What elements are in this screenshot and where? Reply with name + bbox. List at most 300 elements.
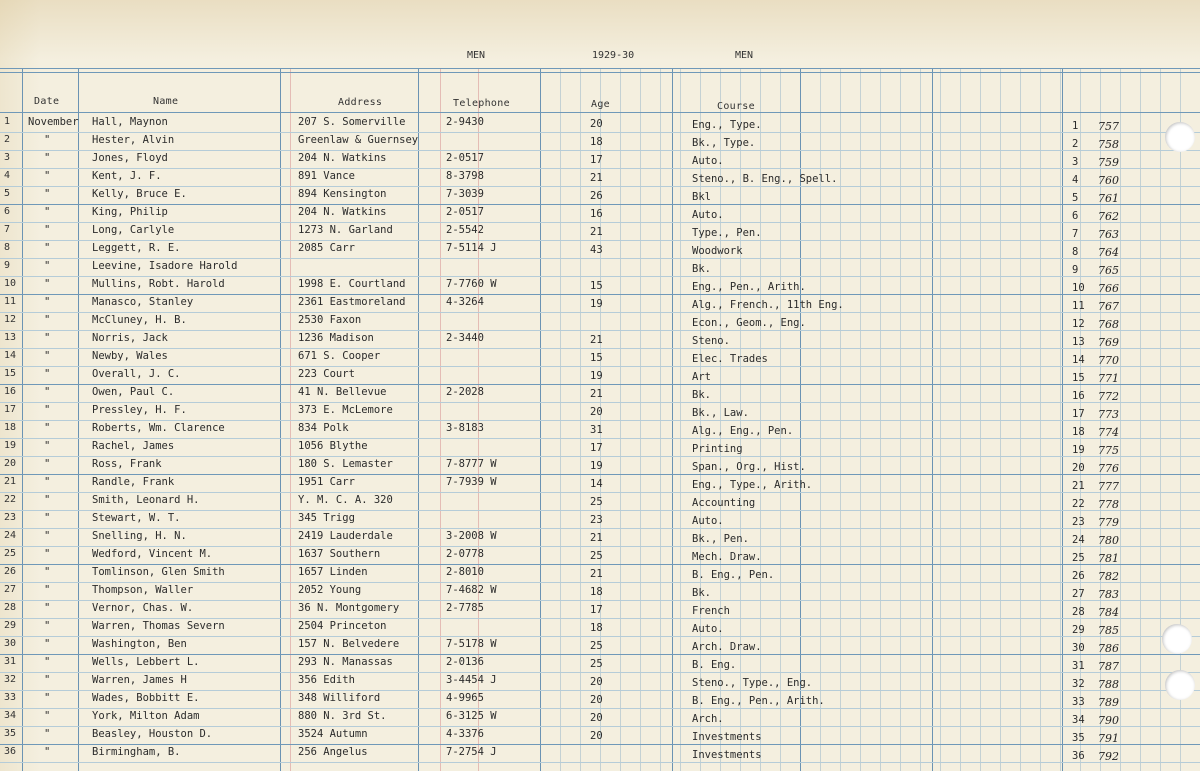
row-index: 17 <box>4 404 17 415</box>
row-age: 19 <box>590 298 603 310</box>
row-name: Owen, Paul C. <box>92 386 175 398</box>
row-date: " <box>44 224 51 236</box>
row-name: Leevine, Isadore Harold <box>92 260 238 272</box>
row-age: 25 <box>590 496 603 508</box>
row-rule <box>0 744 1200 745</box>
row-name: Stewart, W. T. <box>92 512 181 524</box>
row-date: " <box>44 134 51 146</box>
row-date: " <box>44 206 51 218</box>
row-date: " <box>44 728 51 740</box>
row-address: 2052 Young <box>298 584 362 596</box>
row-index: 15 <box>4 368 17 379</box>
row-index: 16 <box>4 386 17 397</box>
row-telephone: 2-3440 <box>446 332 484 344</box>
row-name: Washington, Ben <box>92 638 187 650</box>
row-handwritten-number: 770 <box>1098 354 1119 367</box>
row-rule <box>0 420 1200 421</box>
row-age: 25 <box>590 658 603 670</box>
row-course: Eng., Type. <box>692 119 762 131</box>
row-handwritten-number: 761 <box>1098 192 1119 205</box>
row-address: 2419 Lauderdale <box>298 530 393 542</box>
row-date: " <box>44 620 51 632</box>
row-date: " <box>44 278 51 290</box>
row-number: 8 <box>1072 246 1079 258</box>
row-date: " <box>44 152 51 164</box>
row-age: 21 <box>590 388 603 400</box>
row-handwritten-number: 789 <box>1098 696 1119 709</box>
row-rule <box>0 330 1200 331</box>
row-course: Eng., Type., Arith. <box>692 479 813 491</box>
row-date: " <box>44 548 51 560</box>
row-name: Birmingham, B. <box>92 746 181 758</box>
row-number: 30 <box>1072 642 1085 654</box>
row-index: 2 <box>4 134 11 145</box>
row-rule <box>0 672 1200 673</box>
row-handwritten-number: 775 <box>1098 444 1119 457</box>
row-telephone: 7-5114 J <box>446 242 497 254</box>
row-number: 16 <box>1072 390 1085 402</box>
row-handwritten-number: 792 <box>1098 750 1119 763</box>
row-course: Investments <box>692 731 762 743</box>
row-rule <box>0 762 1200 763</box>
row-date: " <box>44 296 51 308</box>
row-age: 14 <box>590 478 603 490</box>
row-name: Warren, James H <box>92 674 187 686</box>
row-handwritten-number: 782 <box>1098 570 1119 583</box>
row-date: " <box>44 440 51 452</box>
row-handwritten-number: 788 <box>1098 678 1119 691</box>
row-index: 10 <box>4 278 17 289</box>
row-course: Auto. <box>692 515 724 527</box>
row-number: 3 <box>1072 156 1079 168</box>
row-date: " <box>44 710 51 722</box>
row-name: Roberts, Wm. Clarence <box>92 422 225 434</box>
row-index: 19 <box>4 440 17 451</box>
row-date: " <box>44 530 51 542</box>
row-handwritten-number: 777 <box>1098 480 1119 493</box>
row-telephone: 7-7760 W <box>446 278 497 290</box>
row-name: Wells, Lebbert L. <box>92 656 200 668</box>
row-handwritten-number: 780 <box>1098 534 1119 547</box>
row-number: 19 <box>1072 444 1085 456</box>
row-number: 34 <box>1072 714 1085 726</box>
row-address: 1056 Blythe <box>298 440 368 452</box>
row-age: 20 <box>590 694 603 706</box>
row-number: 11 <box>1072 300 1085 312</box>
row-rule <box>0 636 1200 637</box>
row-date: " <box>44 746 51 758</box>
row-name: Mullins, Robt. Harold <box>92 278 225 290</box>
row-index: 23 <box>4 512 17 523</box>
row-index: 8 <box>4 242 11 253</box>
row-telephone: 7-4682 W <box>446 584 497 596</box>
row-name: Hall, Maynon <box>92 116 168 128</box>
row-number: 13 <box>1072 336 1085 348</box>
row-telephone: 2-0778 <box>446 548 484 560</box>
row-name: Rachel, James <box>92 440 175 452</box>
row-index: 1 <box>4 116 11 127</box>
row-telephone: 4-9965 <box>446 692 484 704</box>
row-name: Wedford, Vincent M. <box>92 548 213 560</box>
row-number: 28 <box>1072 606 1085 618</box>
row-date: " <box>44 332 51 344</box>
row-index: 18 <box>4 422 17 433</box>
row-age: 19 <box>590 370 603 382</box>
row-telephone: 2-9430 <box>446 116 484 128</box>
row-course: Bk., Type. <box>692 137 756 149</box>
row-handwritten-number: 776 <box>1098 462 1119 475</box>
row-index: 4 <box>4 170 11 181</box>
col-date: Date <box>34 96 60 107</box>
row-number: 29 <box>1072 624 1085 636</box>
row-address: 891 Vance <box>298 170 355 182</box>
row-index: 14 <box>4 350 17 361</box>
row-course: Bk. <box>692 263 711 275</box>
row-handwritten-number: 765 <box>1098 264 1119 277</box>
row-rule <box>0 474 1200 475</box>
row-number: 7 <box>1072 228 1079 240</box>
row-number: 15 <box>1072 372 1085 384</box>
header-right: MEN <box>735 50 754 61</box>
row-name: Smith, Leonard H. <box>92 494 200 506</box>
row-age: 18 <box>590 586 603 598</box>
row-date: " <box>44 458 51 470</box>
row-name: Jones, Floyd <box>92 152 168 164</box>
row-name: Norris, Jack <box>92 332 168 344</box>
row-address: 894 Kensington <box>298 188 387 200</box>
row-number: 18 <box>1072 426 1085 438</box>
row-number: 1 <box>1072 120 1079 132</box>
row-age: 21 <box>590 226 603 238</box>
row-name: Wades, Bobbitt E. <box>92 692 200 704</box>
row-handwritten-number: 772 <box>1098 390 1119 403</box>
row-number: 31 <box>1072 660 1085 672</box>
row-handwritten-number: 790 <box>1098 714 1119 727</box>
row-address: 3524 Autumn <box>298 728 368 740</box>
row-course: Span., Org., Hist. <box>692 461 806 473</box>
row-name: Overall, J. C. <box>92 368 181 380</box>
row-course: Investments <box>692 749 762 761</box>
row-index: 20 <box>4 458 17 469</box>
col-address: Address <box>338 97 383 108</box>
row-address: 41 N. Bellevue <box>298 386 387 398</box>
row-course: Printing <box>692 443 743 455</box>
row-index: 34 <box>4 710 17 721</box>
row-telephone: 2-8010 <box>446 566 484 578</box>
row-telephone: 4-3376 <box>446 728 484 740</box>
row-age: 20 <box>590 406 603 418</box>
row-address: 204 N. Watkins <box>298 152 387 164</box>
row-index: 13 <box>4 332 17 343</box>
row-course: Elec. Trades <box>692 353 768 365</box>
row-handwritten-number: 760 <box>1098 174 1119 187</box>
row-handwritten-number: 771 <box>1098 372 1119 385</box>
row-course: French <box>692 605 730 617</box>
row-telephone: 3-8183 <box>446 422 484 434</box>
row-name: Hester, Alvin <box>92 134 175 146</box>
row-name: Beasley, Houston D. <box>92 728 213 740</box>
row-handwritten-number: 784 <box>1098 606 1119 619</box>
row-address: 256 Angelus <box>298 746 368 758</box>
row-number: 21 <box>1072 480 1085 492</box>
row-handwritten-number: 787 <box>1098 660 1119 673</box>
row-rule <box>0 348 1200 349</box>
row-telephone: 8-3798 <box>446 170 484 182</box>
row-index: 32 <box>4 674 17 685</box>
row-handwritten-number: 783 <box>1098 588 1119 601</box>
row-date: " <box>44 656 51 668</box>
row-number: 33 <box>1072 696 1085 708</box>
row-number: 25 <box>1072 552 1085 564</box>
row-handwritten-number: 763 <box>1098 228 1119 241</box>
row-name: Vernor, Chas. W. <box>92 602 194 614</box>
row-number: 9 <box>1072 264 1079 276</box>
row-telephone: 3-4454 J <box>446 674 497 686</box>
row-address: 204 N. Watkins <box>298 206 387 218</box>
row-date: " <box>44 692 51 704</box>
row-index: 35 <box>4 728 17 739</box>
row-number: 22 <box>1072 498 1085 510</box>
row-handwritten-number: 791 <box>1098 732 1119 745</box>
row-address: 880 N. 3rd St. <box>298 710 387 722</box>
row-date: " <box>44 494 51 506</box>
row-address: 1657 Linden <box>298 566 368 578</box>
row-course: Woodwork <box>692 245 743 257</box>
row-age: 15 <box>590 352 603 364</box>
row-name: McCluney, H. B. <box>92 314 187 326</box>
row-telephone: 4-3264 <box>446 296 484 308</box>
row-telephone: 7-8777 W <box>446 458 497 470</box>
row-address: 834 Polk <box>298 422 349 434</box>
row-telephone: 7-3039 <box>446 188 484 200</box>
row-course: Auto. <box>692 209 724 221</box>
row-index: 21 <box>4 476 17 487</box>
row-age: 43 <box>590 244 603 256</box>
row-number: 26 <box>1072 570 1085 582</box>
row-rule <box>0 168 1200 169</box>
col-name: Name <box>153 96 179 107</box>
row-age: 18 <box>590 622 603 634</box>
row-age: 19 <box>590 460 603 472</box>
row-age: 20 <box>590 730 603 742</box>
row-name: Pressley, H. F. <box>92 404 187 416</box>
row-rule <box>0 222 1200 223</box>
row-rule <box>0 564 1200 565</box>
row-number: 35 <box>1072 732 1085 744</box>
row-index: 27 <box>4 584 17 595</box>
row-age: 25 <box>590 550 603 562</box>
row-handwritten-number: 767 <box>1098 300 1119 313</box>
row-number: 4 <box>1072 174 1079 186</box>
row-address: 157 N. Belvedere <box>298 638 400 650</box>
row-course: Bkl <box>692 191 711 203</box>
row-rule <box>0 402 1200 403</box>
row-age: 17 <box>590 154 603 166</box>
row-address: Greenlaw & Guernsey <box>298 134 419 146</box>
binder-hole <box>1165 670 1195 700</box>
row-index: 36 <box>4 746 17 757</box>
row-age: 23 <box>590 514 603 526</box>
row-age: 18 <box>590 136 603 148</box>
row-date: " <box>44 404 51 416</box>
row-rule <box>0 492 1200 493</box>
row-number: 32 <box>1072 678 1085 690</box>
row-rule <box>0 708 1200 709</box>
row-age: 21 <box>590 568 603 580</box>
row-age: 20 <box>590 712 603 724</box>
row-rule <box>0 150 1200 151</box>
row-name: Kelly, Bruce E. <box>92 188 187 200</box>
row-age: 17 <box>590 442 603 454</box>
row-age: 21 <box>590 172 603 184</box>
row-course: Art <box>692 371 711 383</box>
row-address: 180 S. Lemaster <box>298 458 393 470</box>
header-year: 1929-30 <box>592 50 635 61</box>
header-rule <box>0 112 1200 113</box>
row-handwritten-number: 778 <box>1098 498 1119 511</box>
row-telephone: 2-0517 <box>446 152 484 164</box>
row-handwritten-number: 757 <box>1098 120 1119 133</box>
row-rule <box>0 258 1200 259</box>
row-rule <box>0 132 1200 133</box>
row-date: " <box>44 584 51 596</box>
row-course: Arch. <box>692 713 724 725</box>
binder-hole <box>1165 122 1195 152</box>
row-rule <box>0 510 1200 511</box>
row-address: 2530 Faxon <box>298 314 362 326</box>
row-name: Randle, Frank <box>92 476 175 488</box>
header-left: MEN <box>467 50 486 61</box>
row-name: Warren, Thomas Severn <box>92 620 225 632</box>
row-date: " <box>44 386 51 398</box>
row-rule <box>0 366 1200 367</box>
row-number: 10 <box>1072 282 1085 294</box>
row-rule <box>0 546 1200 547</box>
row-age: 20 <box>590 118 603 130</box>
row-rule <box>0 204 1200 205</box>
row-name: Newby, Wales <box>92 350 168 362</box>
row-handwritten-number: 774 <box>1098 426 1119 439</box>
row-address: 1998 E. Courtland <box>298 278 406 290</box>
row-course: Eng., Pen., Arith. <box>692 281 806 293</box>
row-date: " <box>44 350 51 362</box>
row-age: 25 <box>590 640 603 652</box>
row-course: Arch. Draw. <box>692 641 762 653</box>
row-course: B. Eng. <box>692 659 737 671</box>
row-telephone: 2-0136 <box>446 656 484 668</box>
col-telephone: Telephone <box>453 98 510 109</box>
row-rule <box>0 654 1200 655</box>
row-index: 3 <box>4 152 11 163</box>
row-name: Tomlinson, Glen Smith <box>92 566 225 578</box>
row-course: Alg., French., 11th Eng. <box>692 299 844 311</box>
row-age: 15 <box>590 280 603 292</box>
row-telephone: 2-5542 <box>446 224 484 236</box>
col-age: Age <box>591 99 610 110</box>
row-course: B. Eng., Pen. <box>692 569 775 581</box>
row-address: 2361 Eastmoreland <box>298 296 406 308</box>
row-name: Long, Carlyle <box>92 224 175 236</box>
row-index: 22 <box>4 494 17 505</box>
row-index: 33 <box>4 692 17 703</box>
row-name: Manasco, Stanley <box>92 296 194 308</box>
row-index: 28 <box>4 602 17 613</box>
row-index: 26 <box>4 566 17 577</box>
row-date: " <box>44 422 51 434</box>
row-course: Alg., Eng., Pen. <box>692 425 794 437</box>
row-course: Steno., Type., Eng. <box>692 677 813 689</box>
row-name: York, Milton Adam <box>92 710 200 722</box>
row-age: 16 <box>590 208 603 220</box>
row-telephone: 2-0517 <box>446 206 484 218</box>
row-name: King, Philip <box>92 206 168 218</box>
row-handwritten-number: 762 <box>1098 210 1119 223</box>
row-course: Type., Pen. <box>692 227 762 239</box>
row-date: " <box>44 638 51 650</box>
row-telephone: 7-7939 W <box>446 476 497 488</box>
row-handwritten-number: 781 <box>1098 552 1119 565</box>
row-telephone: 3-2008 W <box>446 530 497 542</box>
row-date: " <box>44 242 51 254</box>
row-index: 24 <box>4 530 17 541</box>
row-name: Thompson, Waller <box>92 584 194 596</box>
col-course: Course <box>717 101 755 112</box>
row-address: 2504 Princeton <box>298 620 387 632</box>
row-address: 293 N. Manassas <box>298 656 393 668</box>
row-course: Bk. <box>692 389 711 401</box>
row-rule <box>0 690 1200 691</box>
row-age: 21 <box>590 532 603 544</box>
row-address: 373 E. McLemore <box>298 404 393 416</box>
row-course: Steno. <box>692 335 730 347</box>
row-rule <box>0 438 1200 439</box>
row-course: Econ., Geom., Eng. <box>692 317 806 329</box>
row-number: 36 <box>1072 750 1085 762</box>
row-telephone: 6-3125 W <box>446 710 497 722</box>
row-rule <box>0 726 1200 727</box>
row-number: 23 <box>1072 516 1085 528</box>
row-number: 27 <box>1072 588 1085 600</box>
row-number: 17 <box>1072 408 1085 420</box>
row-rule <box>0 600 1200 601</box>
row-handwritten-number: 768 <box>1098 318 1119 331</box>
row-rule <box>0 312 1200 313</box>
row-date: " <box>44 314 51 326</box>
row-course: Auto. <box>692 155 724 167</box>
row-address: 671 S. Cooper <box>298 350 381 362</box>
row-course: Bk., Law. <box>692 407 749 419</box>
row-name: Snelling, H. N. <box>92 530 187 542</box>
row-age: 26 <box>590 190 603 202</box>
row-address: 356 Edith <box>298 674 355 686</box>
row-handwritten-number: 785 <box>1098 624 1119 637</box>
row-address: 1951 Carr <box>298 476 355 488</box>
row-handwritten-number: 769 <box>1098 336 1119 349</box>
row-address: 1637 Southern <box>298 548 381 560</box>
row-address: Y. M. C. A. 320 <box>298 494 393 506</box>
row-telephone: 2-2028 <box>446 386 484 398</box>
row-date: November <box>28 116 79 128</box>
row-index: 6 <box>4 206 11 217</box>
row-index: 30 <box>4 638 17 649</box>
row-rule <box>0 186 1200 187</box>
row-rule <box>0 276 1200 277</box>
row-number: 24 <box>1072 534 1085 546</box>
row-age: 17 <box>590 604 603 616</box>
row-index: 29 <box>4 620 17 631</box>
row-telephone: 7-2754 J <box>446 746 497 758</box>
row-number: 5 <box>1072 192 1079 204</box>
